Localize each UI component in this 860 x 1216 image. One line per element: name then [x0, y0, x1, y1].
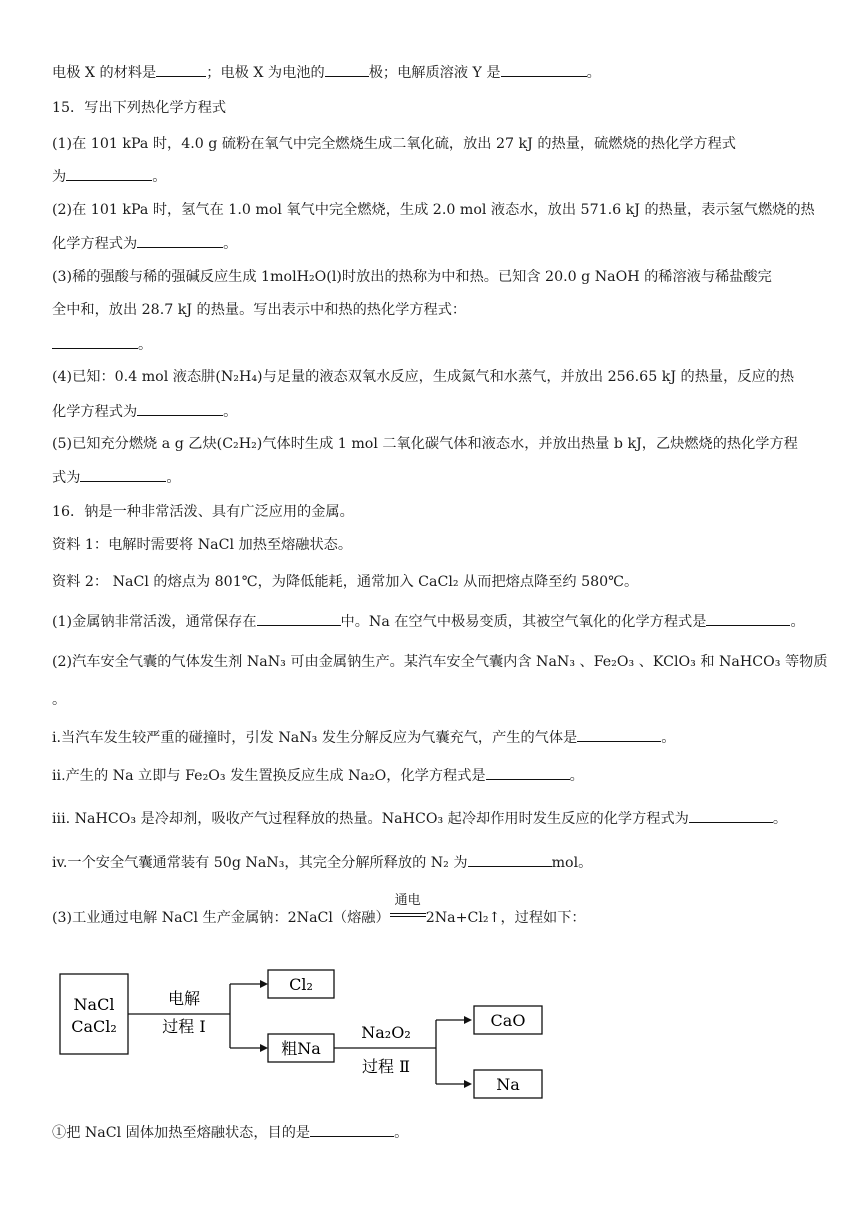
q15-5-answer-line — [52, 467, 820, 488]
crude-na-box-label: 粗Na — [281, 1039, 321, 1058]
text: 。 — [152, 169, 167, 185]
q16-2-iv-line — [52, 852, 820, 873]
cl2-box-label: Cl₂ — [289, 975, 313, 994]
answer-blank[interactable] — [80, 467, 166, 482]
text: 为 — [52, 169, 67, 185]
reference-2: 资料 2： NaCl 的熔点为 801℃，为降低能耗，通常加入 CaCl₂ 从而把熔点降至约 580℃。 — [52, 574, 639, 590]
q16-2-i-line — [52, 727, 820, 748]
cao-box-label: CaO — [490, 1011, 526, 1030]
answer-blank[interactable] — [706, 611, 790, 626]
text: 电极 X 的材料是 — [52, 65, 157, 81]
arrowhead — [260, 980, 268, 988]
text: ；电极 X 为电池的 — [206, 65, 325, 81]
text: 极；电解质溶液 Y 是 — [368, 65, 501, 81]
q16-1-line — [52, 611, 820, 632]
start-box-line1: NaCl — [73, 995, 115, 1014]
text: 。 — [790, 614, 805, 630]
answer-blank[interactable] — [486, 765, 570, 780]
q15-3-text-2: 全中和，放出 28.7 kJ 的热量。写出表示中和热的热化学方程式： — [52, 302, 467, 318]
text: (3)工业通过电解 NaCl 生产金属钠：2NaCl（熔融） — [52, 910, 390, 926]
start-box-line2: CaCl₂ — [71, 1017, 117, 1036]
answer-blank[interactable] — [310, 1122, 394, 1137]
q16-2-text: (2)汽车安全气囊的气体发生剂 NaN₃ 可由金属钠生产。某汽车安全气囊内含 NaN₃ 、Fe₂O₃ 、KClO₃ 和 NaHCO₃ 等物质 — [52, 654, 828, 670]
q15-5-text: (5)已知充分燃烧 a g 乙炔(C₂H₂)气体时生成 1 mol 二氧化碳气体和液态水，并放出热量 b kJ，乙炔燃烧的热化学方程 — [52, 436, 798, 452]
text: mol。 — [551, 855, 593, 871]
reaction-condition-arrow — [390, 893, 426, 922]
q16-3-line — [52, 893, 820, 928]
question-15-title: 15．写出下列热化学方程式 — [52, 100, 227, 116]
step2-label-line2: 过程 Ⅱ — [362, 1057, 410, 1076]
q15-4-text: (4)已知：0.4 mol 液态肼(N₂H₄)与足量的液态双氧水反应，生成氮气和水蒸气，并放出 256.65 kJ 的热量，反应的热 — [52, 369, 795, 385]
text: iii. NaHCO₃ 是冷却剂，吸收产气过程释放的热量。NaHCO₃ 起冷却作用时发生反应的化学方程式为 — [52, 811, 689, 827]
text: 化学方程式为 — [52, 236, 138, 252]
q15-3-answer-line — [52, 334, 820, 355]
text: 。 — [166, 470, 181, 486]
arrow-line — [390, 913, 426, 914]
q15-2-text: (2)在 101 kPa 时，氢气在 1.0 mol 氧气中完全燃烧，生成 2.0 mol 液态水，放出 571.6 kJ 的热量，表示氢气燃烧的热 — [52, 202, 815, 218]
process-flow-diagram — [52, 960, 572, 1110]
question-16-title: 16．钠是一种非常活泼、具有广泛应用的金属。 — [52, 504, 354, 520]
text: ii.产生的 Na 立即与 Fe₂O₃ 发生置换反应生成 Na₂O，化学方程式是 — [52, 768, 486, 784]
answer-blank[interactable] — [137, 233, 223, 248]
q15-1-answer-line — [52, 166, 820, 187]
text: i.当汽车发生较严重的碰撞时，引发 NaN₃ 发生分解反应为气囊充气，产生的气体是 — [52, 730, 578, 746]
answer-blank[interactable] — [137, 401, 223, 416]
text: 。 — [586, 65, 601, 81]
electrode-question-line — [52, 62, 820, 83]
q15-2-answer-line — [52, 233, 820, 254]
answer-blank[interactable] — [66, 166, 152, 181]
q16-3-circle1-line — [52, 1122, 820, 1143]
answer-blank[interactable] — [577, 727, 661, 742]
q16-2-iii-line — [52, 808, 820, 829]
answer-blank[interactable] — [257, 611, 341, 626]
text: 。 — [569, 768, 584, 784]
condition-label: 通电 — [394, 893, 421, 908]
answer-blank[interactable] — [325, 62, 369, 77]
text: 化学方程式为 — [52, 404, 138, 420]
start-box — [60, 974, 128, 1054]
answer-blank[interactable] — [501, 62, 587, 77]
answer-blank[interactable] — [52, 334, 138, 349]
arrow-line — [390, 916, 426, 917]
text: 。 — [223, 236, 238, 252]
text: 。 — [772, 811, 788, 827]
text: 2Na+Cl₂↑，过程如下： — [425, 910, 586, 926]
na-box-label: Na — [496, 1075, 520, 1094]
text: iv.一个安全气囊通常装有 50g NaN₃，其完全分解所释放的 N₂ 为 — [52, 855, 468, 871]
q15-4-answer-line — [52, 401, 820, 422]
text: 。 — [223, 404, 238, 420]
text: 式为 — [52, 470, 81, 486]
text: 。 — [394, 1125, 409, 1141]
arrowhead — [464, 1016, 472, 1024]
step1-label-line2: 过程 Ⅰ — [162, 1017, 206, 1036]
answer-blank[interactable] — [689, 808, 773, 823]
text: (1)金属钠非常活泼，通常保存在 — [52, 614, 257, 630]
text: 中。Na 在空气中极易变质，其被空气氧化的化学方程式是 — [340, 614, 707, 630]
arrowhead — [464, 1080, 472, 1088]
step2-label-line1: Na₂O₂ — [361, 1023, 411, 1042]
arrowhead — [260, 1044, 268, 1052]
text: ①把 NaCl 固体加热至熔融状态，目的是 — [52, 1125, 311, 1141]
text: 。 — [138, 337, 153, 353]
q15-3-text: (3)稀的强酸与稀的强碱反应生成 1molH₂O(l)时放出的热称为中和热。已知含 20.0 g NaOH 的稀溶液与稀盐酸完 — [52, 269, 772, 285]
q16-2-ii-line — [52, 765, 820, 786]
text: 。 — [661, 730, 676, 746]
reference-1: 资料 1：电解时需要将 NaCl 加热至熔融状态。 — [52, 537, 353, 553]
answer-blank[interactable] — [468, 852, 552, 867]
q15-1-text: (1)在 101 kPa 时，4.0 g 硫粉在氧气中完全燃烧生成二氧化硫，放出 27 kJ 的热量，硫燃烧的热化学方程式 — [52, 136, 736, 152]
answer-blank[interactable] — [156, 62, 206, 77]
q16-2-text-end: 。 — [52, 692, 67, 708]
step1-label-line1: 电解 — [167, 989, 201, 1008]
